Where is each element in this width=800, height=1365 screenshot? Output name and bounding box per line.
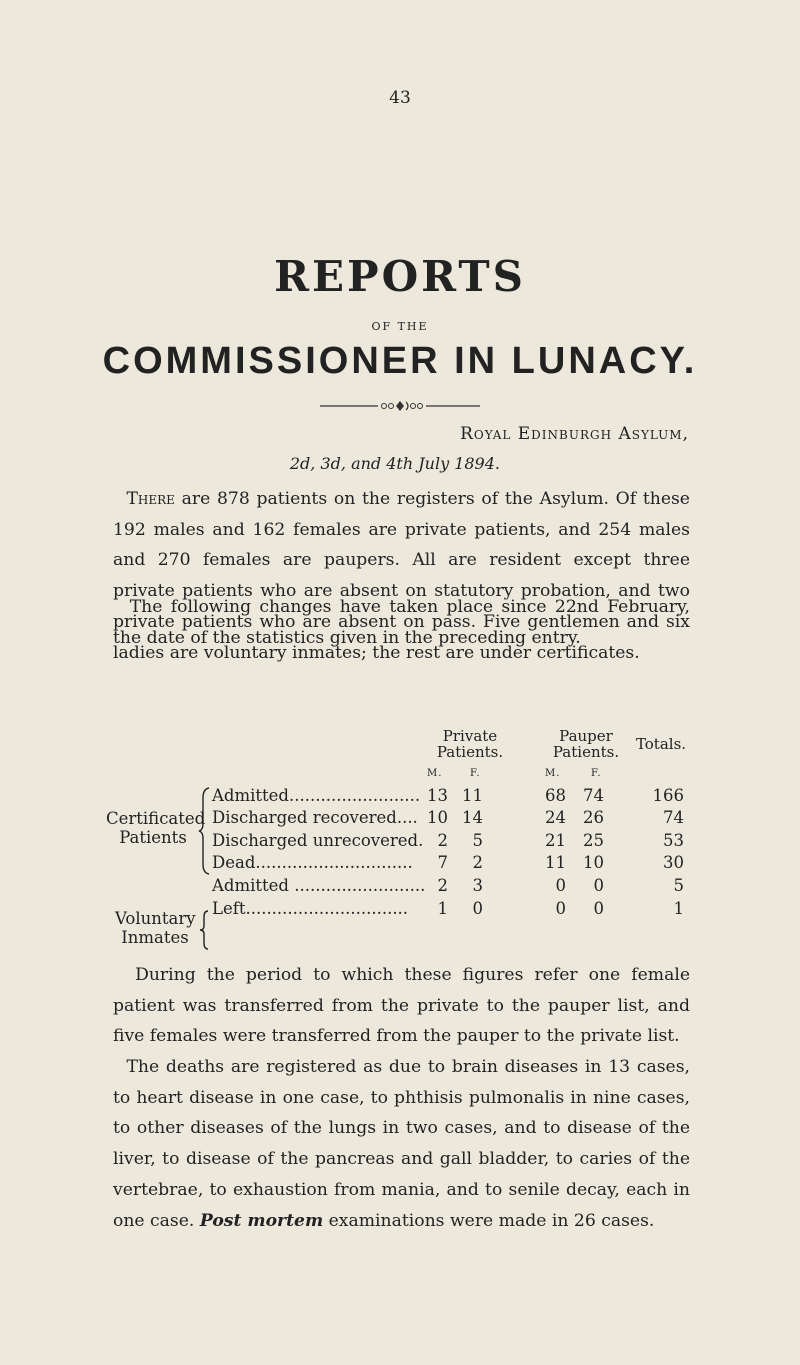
cell-pauper-f: 10 <box>583 853 604 872</box>
cell-pauper-f: 0 <box>593 876 604 895</box>
paragraph-4-tail: examinations were made in 26 cases. <box>323 1210 655 1231</box>
page-title: REPORTS <box>274 252 526 301</box>
paragraph-3-text: During the period to which these figures refer one female patient was transferred from the private to the pauper list, and five females were transferred from the pauper to the private list. <box>113 965 690 1047</box>
cell-private-f: 2 <box>472 853 483 872</box>
cell-total: 1 <box>673 899 684 918</box>
header-pauper-line1: Pauper <box>559 727 613 745</box>
cell-total: 30 <box>663 853 684 872</box>
paragraph-1-text: are 878 patients on the registers of the Asylum. Of these 192 males and 162 females are private patients, and 254 males and 270 females are paupers. All are resident except three private patients who are absent on statutory probation, and two private patients who are absent on pass. Five gentlemen and six ladies are voluntary inmates; the rest are under certificates. <box>113 489 690 663</box>
header-pauper-line2: Patients. <box>552 743 620 761</box>
row-label-left: Left............................... <box>212 899 409 918</box>
cell-total: 53 <box>663 831 684 850</box>
paragraph-4-italic: Post mortem <box>199 1210 324 1231</box>
header-private-line1: Private <box>442 727 498 745</box>
cell-pauper-f: 25 <box>583 831 604 850</box>
asylum-location: Royal Edinburgh Asylum, <box>460 424 689 444</box>
header-pauper <box>536 728 636 760</box>
cell-pauper-m: 24 <box>545 808 566 827</box>
group-certificated-line1: Certificated <box>106 809 206 828</box>
row-label-admitted: Admitted......................... <box>212 786 421 805</box>
cell-private-m: 2 <box>437 831 448 850</box>
visit-date: 2d, 3d, and 4th July 1894. <box>289 454 500 473</box>
paragraph-4-text: The deaths are registered as due to brain diseases in 13 cases, to heart disease in one case, to phthisis pulmonalis in nine cases, to other diseases of the lungs in two cases, and to disease of the liver, to disease of the pancreas and gall bladder, to caries of the vertebrae, to exhaustion from mania, and to senile decay, each in one case. <box>113 1057 690 1231</box>
cell-private-m: 2 <box>437 876 448 895</box>
of-the-label: OF THE <box>371 320 429 333</box>
row-label-dead: Dead.............................. <box>212 853 413 872</box>
brace-certificated <box>197 786 211 876</box>
header-private-m: M. <box>427 768 443 779</box>
cell-private-f: 5 <box>472 831 483 850</box>
header-private-line2: Patients. <box>436 743 504 761</box>
cell-total: 166 <box>652 786 684 805</box>
cell-private-m: 10 <box>427 808 448 827</box>
paragraph-4 <box>113 1052 690 1236</box>
group-voluntary-line2: Inmates <box>121 928 189 947</box>
row-label-discharged-recovered: Discharged recovered.... <box>212 808 418 827</box>
cell-pauper-f: 74 <box>583 786 604 805</box>
header-pauper-f: F. <box>591 768 602 779</box>
cell-pauper-m: 0 <box>555 876 566 895</box>
cell-pauper-f: 26 <box>583 808 604 827</box>
ornament-divider <box>320 398 480 414</box>
group-certificated <box>106 809 206 847</box>
row-label-discharged-unrecovered: Discharged unrecovered. <box>212 831 424 850</box>
header-private-f: F. <box>470 768 481 779</box>
cell-private-f: 3 <box>472 876 483 895</box>
brace-voluntary <box>198 909 210 951</box>
cell-private-f: 11 <box>462 786 483 805</box>
cell-private-m: 7 <box>437 853 448 872</box>
group-voluntary <box>115 909 195 947</box>
row-label-voluntary-admitted: Admitted ......................... <box>212 876 426 895</box>
cell-pauper-m: 11 <box>545 853 566 872</box>
header-totals: Totals. <box>635 735 687 753</box>
paragraph-3 <box>113 960 690 1052</box>
group-voluntary-line1: Voluntary <box>115 909 196 928</box>
cell-pauper-m: 68 <box>545 786 566 805</box>
cell-pauper-m: 21 <box>545 831 566 850</box>
cell-private-f: 14 <box>462 808 483 827</box>
header-pauper-m: M. <box>545 768 561 779</box>
cell-pauper-m: 0 <box>555 899 566 918</box>
header-private <box>410 728 530 760</box>
paragraph-2 <box>113 592 690 653</box>
cell-total: 5 <box>673 876 684 895</box>
paragraph-2-text: The following changes have taken place since 22nd February, the date of the statistics given in the preceding entry. <box>113 597 690 648</box>
group-certificated-line2: Patients <box>119 828 187 847</box>
paragraph-1-lead: There <box>126 489 175 509</box>
cell-private-f: 0 <box>472 899 483 918</box>
cell-private-m: 1 <box>437 899 448 918</box>
page-subtitle: COMMISSIONER IN LUNACY. <box>102 340 698 382</box>
cell-private-m: 13 <box>427 786 448 805</box>
page-number: 43 <box>389 88 411 108</box>
cell-total: 74 <box>663 808 684 827</box>
cell-pauper-f: 0 <box>593 899 604 918</box>
